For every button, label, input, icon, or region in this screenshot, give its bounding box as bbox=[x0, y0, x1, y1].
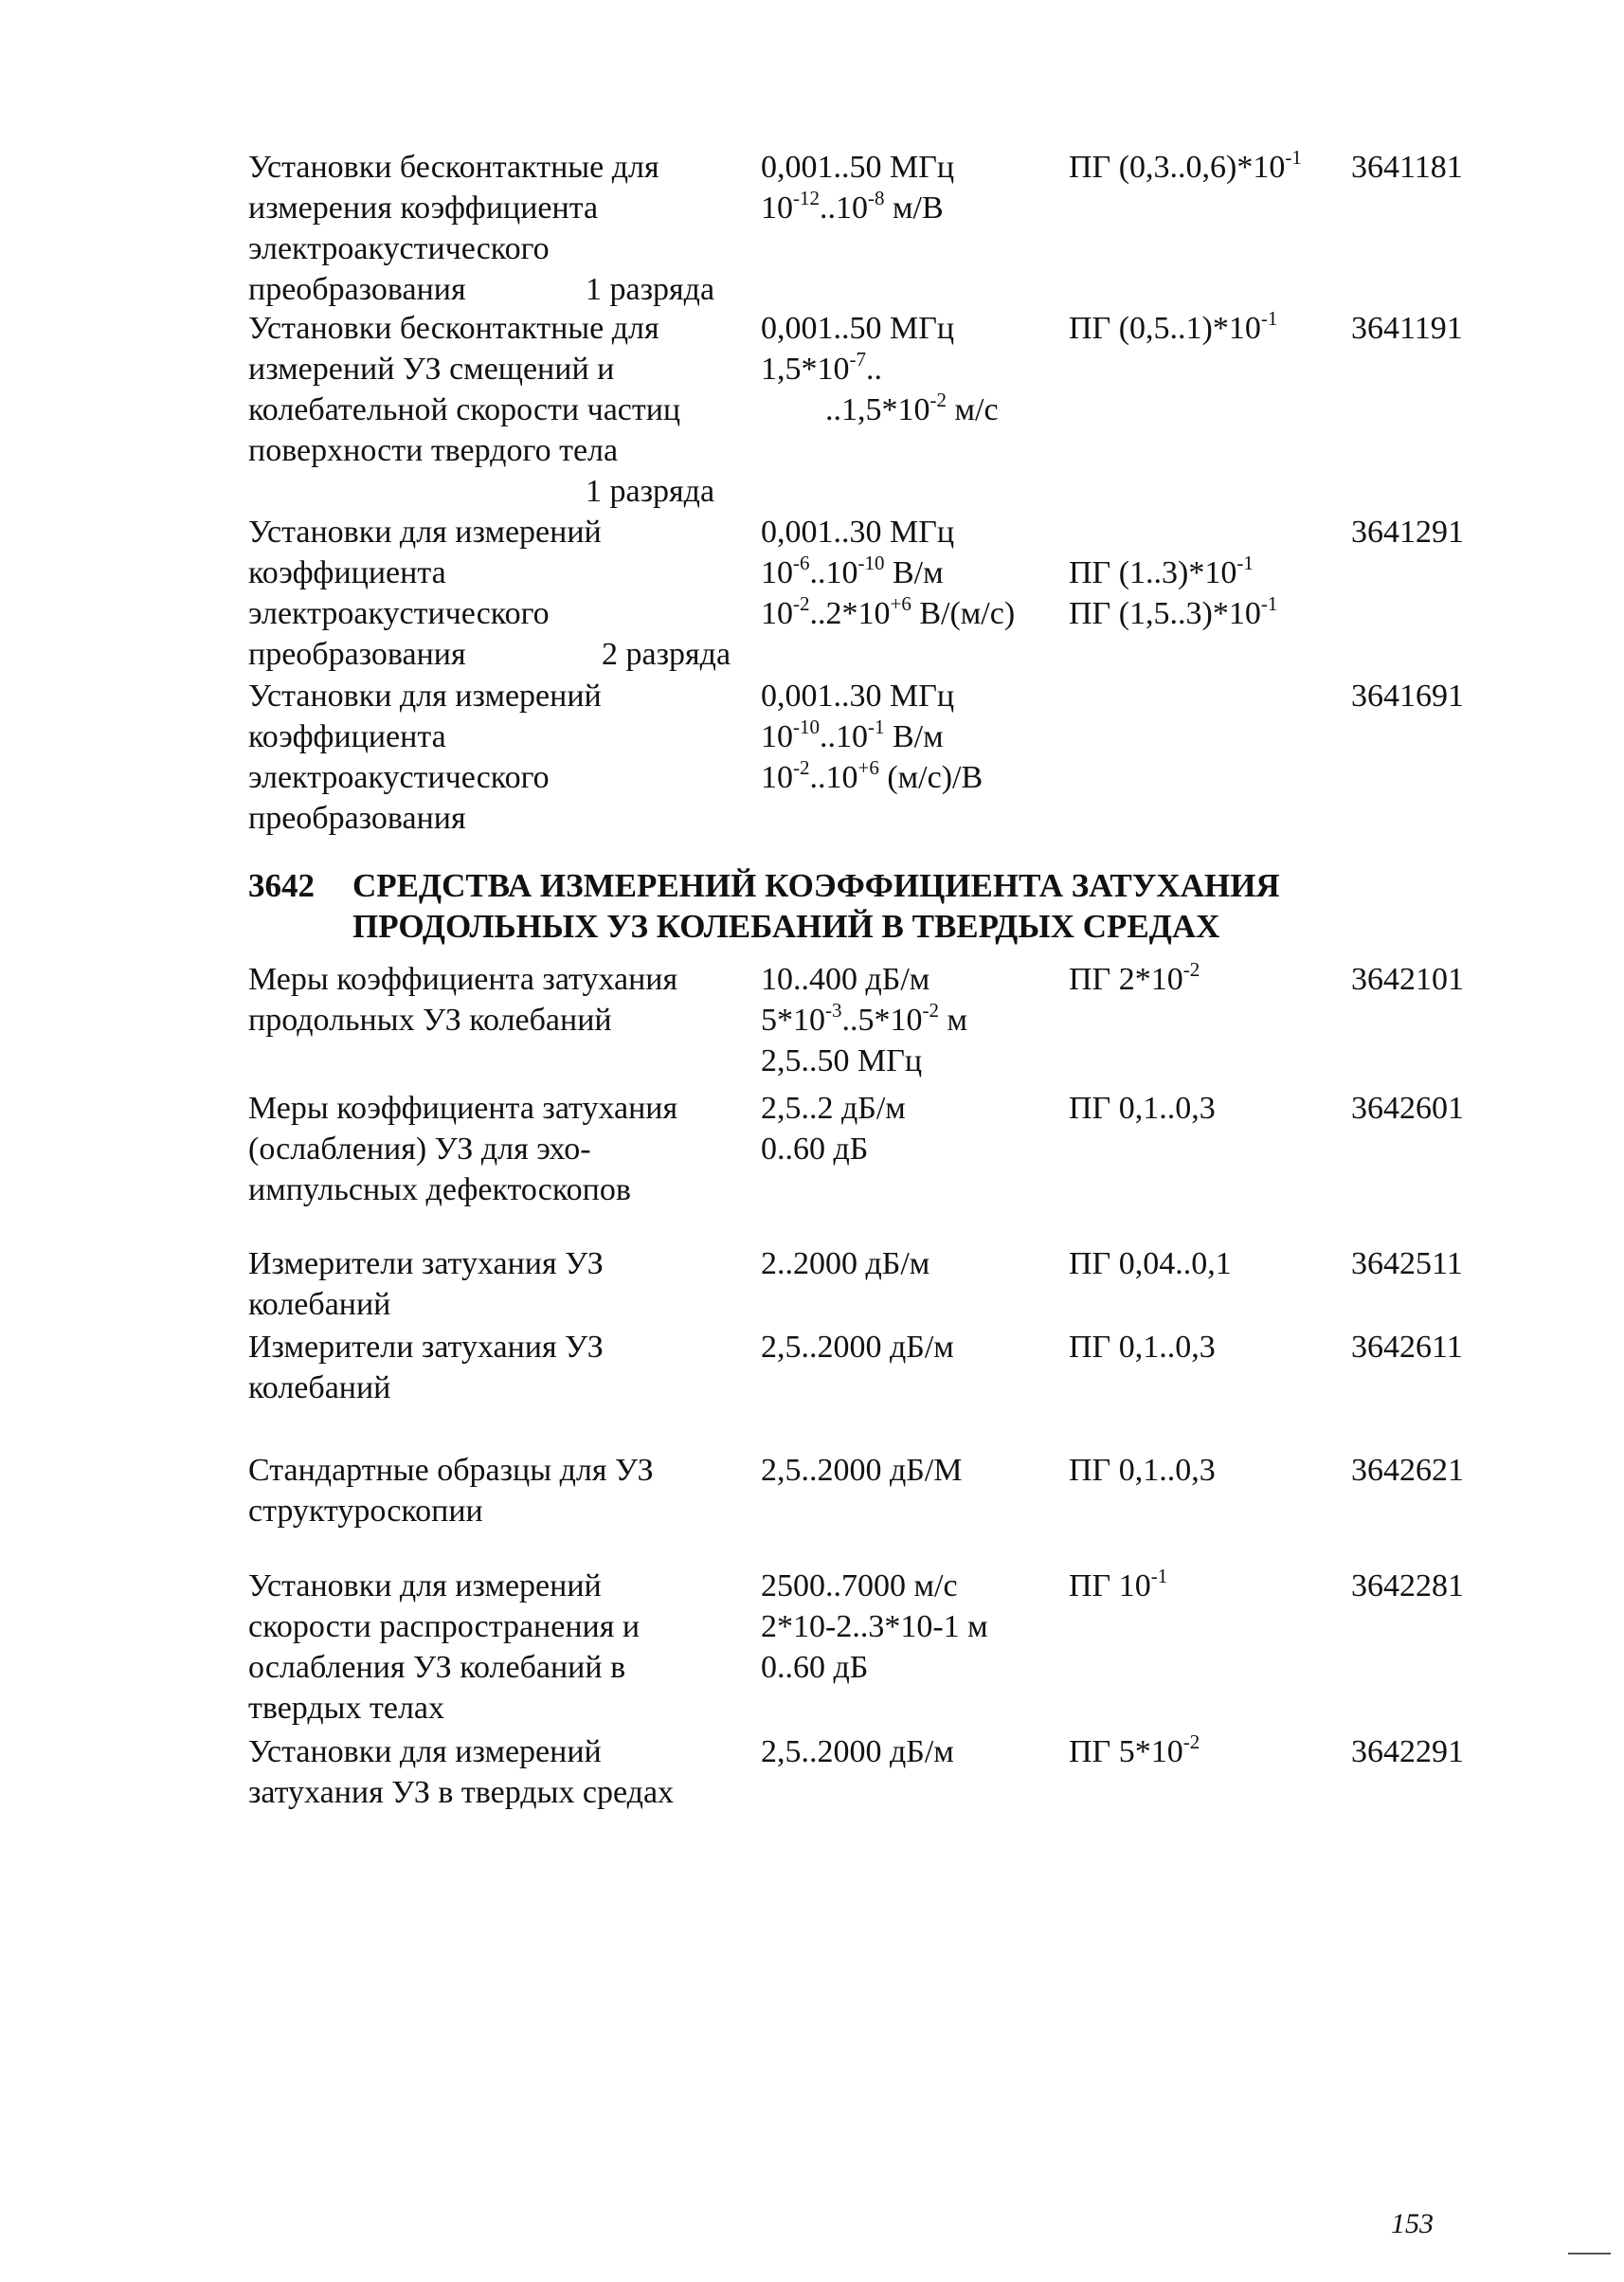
range-line: 2,5..2000 дБ/м bbox=[761, 1330, 954, 1365]
measurement-range bbox=[761, 1731, 1078, 1772]
range-line: 0..60 дБ bbox=[761, 1132, 869, 1167]
name-line: электроакустического bbox=[248, 231, 550, 266]
range-line: $10^{-2}..10^{+6}$ (м/с)/В bbox=[761, 756, 983, 795]
name-line: электроакустического bbox=[248, 760, 550, 795]
name-line: Меры коэффициента затухания bbox=[248, 962, 678, 997]
name-line: (ослабления) УЗ для эхо- bbox=[248, 1132, 591, 1167]
measurement-range bbox=[761, 1243, 1078, 1284]
error-line: ПГ 0,1..0,3 bbox=[1069, 1453, 1216, 1488]
okp-code: 3641691 bbox=[1351, 679, 1464, 714]
instrument-name bbox=[248, 1088, 779, 1210]
name-line: Установки бесконтактные для bbox=[248, 150, 659, 185]
range-line: 2*10-2..3*10-1 м bbox=[761, 1609, 988, 1644]
error-limit bbox=[1069, 1450, 1362, 1491]
name-line: преобразования 1 разряда bbox=[248, 269, 779, 310]
okp-code: 3642281 bbox=[1351, 1568, 1464, 1603]
range-line: 2,5..2000 дБ/м bbox=[761, 1734, 954, 1769]
okp-code: 3641291 bbox=[1351, 515, 1464, 550]
error-line: ПГ 0,04..0,1 bbox=[1069, 1246, 1232, 1281]
name-line: затухания УЗ в твердых средах bbox=[248, 1775, 675, 1810]
range-line: $10^{-10}..10^{-1}$ В/м bbox=[761, 715, 944, 754]
name-line: Меры коэффициента затухания bbox=[248, 1091, 678, 1126]
range-line: 2,5..50 МГц bbox=[761, 1043, 923, 1078]
name-line: поверхности твердого тела bbox=[248, 433, 619, 468]
name-line: Измерители затухания УЗ bbox=[248, 1330, 604, 1365]
name-line: преобразования bbox=[248, 801, 466, 836]
name-line: Установки для измерений bbox=[248, 679, 602, 714]
measurement-range bbox=[761, 959, 1078, 1081]
range-line: $..1,5*10^{-2}$ м/с bbox=[825, 389, 999, 427]
name-line: импульсных дефектоскопов bbox=[248, 1172, 631, 1207]
name-line: коэффициента bbox=[248, 555, 446, 590]
error-line bbox=[1069, 512, 1362, 552]
name-line: коэффициента bbox=[248, 719, 446, 754]
error-limit bbox=[1069, 512, 1362, 634]
measurement-range bbox=[761, 147, 1078, 228]
instrument-name bbox=[248, 1450, 779, 1531]
rank-label: 1 разряда bbox=[586, 474, 715, 509]
name-line: колебаний bbox=[248, 1287, 391, 1322]
measurement-range bbox=[761, 1327, 1078, 1367]
measurement-range bbox=[761, 1088, 1078, 1169]
range-line: 0,001..30 МГц bbox=[761, 515, 955, 550]
error-limit bbox=[1069, 1088, 1362, 1129]
name-line: скорости распространения и bbox=[248, 1609, 641, 1644]
name-line: Установки для измерений bbox=[248, 515, 602, 550]
name-line: продольных УЗ колебаний bbox=[248, 1003, 612, 1038]
measurement-range bbox=[761, 1450, 1078, 1491]
name-line: измерения коэффициента bbox=[248, 190, 599, 226]
measurement-range bbox=[761, 676, 1078, 798]
range-line: 0,001..30 МГц bbox=[761, 679, 955, 714]
name-line: колебательной скорости частиц bbox=[248, 392, 681, 427]
name-line: Установки для измерений bbox=[248, 1734, 602, 1769]
instrument-name bbox=[248, 1731, 779, 1813]
name-line: твердых телах bbox=[248, 1691, 445, 1726]
instrument-name bbox=[248, 512, 779, 675]
error-limit bbox=[1069, 308, 1362, 349]
range-line: $10^{-2}..2*10^{+6}$ В/(м/с) bbox=[761, 592, 1016, 631]
instrument-name bbox=[248, 1243, 779, 1325]
okp-code: 3641191 bbox=[1351, 311, 1463, 346]
instrument-name bbox=[248, 147, 779, 310]
okp-code: 3642511 bbox=[1351, 1246, 1463, 1281]
error-line: ПГ $(0,3..0,6)*10^{-1}$ bbox=[1069, 146, 1302, 185]
page-number: 153 bbox=[1391, 2208, 1434, 2239]
name-line: Стандартные образцы для УЗ bbox=[248, 1453, 654, 1488]
instrument-name bbox=[248, 308, 779, 512]
error-line: ПГ 0,1..0,3 bbox=[1069, 1330, 1216, 1365]
instrument-name bbox=[248, 1327, 779, 1408]
measurement-range bbox=[761, 308, 1078, 430]
name-line: ослабления УЗ колебаний в bbox=[248, 1650, 626, 1685]
instrument-name bbox=[248, 959, 779, 1041]
measurement-range bbox=[761, 1566, 1078, 1688]
range-line: $5*10^{-3}..5*10^{-2}$ м bbox=[761, 999, 968, 1038]
range-line: $1,5*10^{-7}$.. bbox=[761, 348, 882, 387]
instrument-name bbox=[248, 1566, 779, 1729]
name-line: преобразования 2 разряда bbox=[248, 634, 779, 675]
section-number: 3642 bbox=[248, 867, 315, 904]
name-line: структуроскопии bbox=[248, 1494, 483, 1529]
error-limit bbox=[1069, 147, 1362, 188]
error-limit bbox=[1069, 1566, 1362, 1606]
error-line: ПГ $2*10^{-2}$ bbox=[1069, 958, 1200, 997]
range-line: $10^{-6}..10^{-10}$ В/м bbox=[761, 552, 944, 590]
rank-label: 2 разряда bbox=[602, 637, 731, 672]
error-limit bbox=[1069, 1731, 1362, 1772]
range-line: 2,5..2 дБ/м bbox=[761, 1091, 906, 1126]
error-limit bbox=[1069, 1327, 1362, 1367]
range-line: 2,5..2000 дБ/М bbox=[761, 1453, 963, 1488]
range-line: 0,001..50 МГц bbox=[761, 311, 955, 346]
error-line: ПГ 0,1..0,3 bbox=[1069, 1091, 1216, 1126]
okp-code: 3642601 bbox=[1351, 1091, 1464, 1126]
range-line: 0,001..50 МГц bbox=[761, 150, 955, 185]
section-title-line-2: ПРОДОЛЬНЫХ УЗ КОЛЕБАНИЙ В ТВЕРДЫХ СРЕДАХ bbox=[352, 908, 1220, 945]
range-line: 10..400 дБ/м bbox=[761, 962, 930, 997]
okp-code: 3642611 bbox=[1351, 1330, 1463, 1365]
okp-code: 3642621 bbox=[1351, 1453, 1464, 1488]
name-line: электроакустического bbox=[248, 596, 550, 631]
name-line: измерений УЗ смещений и bbox=[248, 352, 615, 387]
error-line: ПГ $5*10^{-2}$ bbox=[1069, 1730, 1200, 1769]
rank-label: 1 разряда bbox=[586, 272, 715, 307]
okp-code: 3642101 bbox=[1351, 962, 1464, 997]
section-title-line-1: СРЕДСТВА ИЗМЕРЕНИЙ КОЭФФИЦИЕНТА ЗАТУХАНИЯ bbox=[352, 867, 1280, 904]
name-line: Установки бесконтактные для bbox=[248, 311, 659, 346]
range-line: $10^{-12}..10^{-8}$ м/В bbox=[761, 187, 944, 226]
error-line: ПГ $(1..3)*10^{-1}$ bbox=[1069, 552, 1254, 590]
name-line: Установки для измерений bbox=[248, 1568, 602, 1603]
error-line: ПГ $10^{-1}$ bbox=[1069, 1565, 1168, 1603]
range-line: 2..2000 дБ/м bbox=[761, 1246, 930, 1281]
name-line: Измерители затухания УЗ bbox=[248, 1246, 604, 1281]
range-line: 2500..7000 м/с bbox=[761, 1568, 958, 1603]
error-limit bbox=[1069, 1243, 1362, 1284]
range-line: 0..60 дБ bbox=[761, 1650, 869, 1685]
okp-code: 3641181 bbox=[1351, 150, 1463, 185]
footer-rule bbox=[1568, 2253, 1611, 2255]
okp-code: 3642291 bbox=[1351, 1734, 1464, 1769]
error-line: ПГ $(0,5..1)*10^{-1}$ bbox=[1069, 307, 1278, 346]
error-line: ПГ $(1,5..3)*10^{-1}$ bbox=[1069, 592, 1278, 631]
name-line: колебаний bbox=[248, 1370, 391, 1405]
instrument-name bbox=[248, 676, 779, 839]
measurement-range bbox=[761, 512, 1078, 634]
error-limit bbox=[1069, 959, 1362, 1000]
